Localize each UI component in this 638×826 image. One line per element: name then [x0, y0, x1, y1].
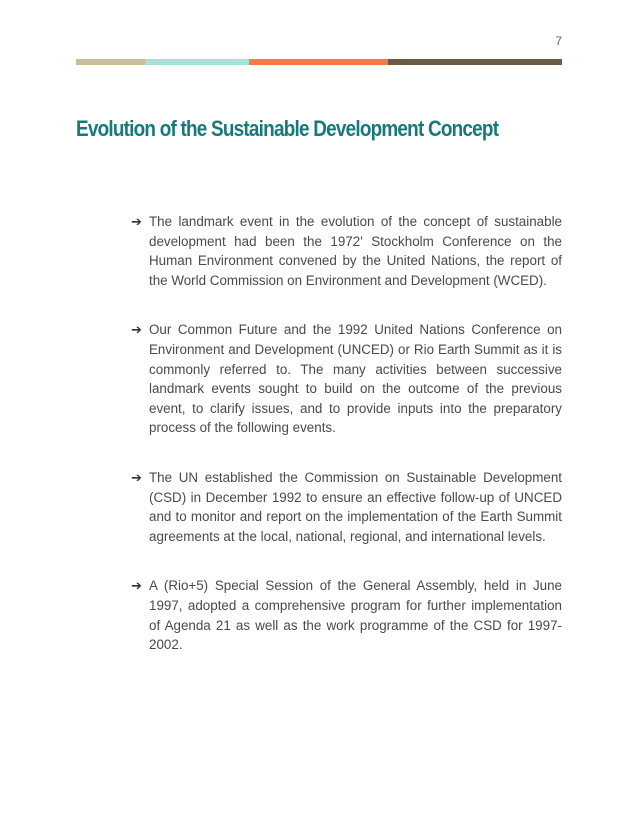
right-arrow-icon: ➔ [131, 469, 142, 485]
bullet-text: Our Common Future and the 1992 United Nations Conference on Environment and Development (UNCED) or Rio Earth Summit as it is commonly referred to. The many activities between successive landmark events sought to build on the outcome of the previous event, to clarify issues, and to provide inputs into the preparatory process of the following events. [149, 322, 562, 436]
right-arrow-icon: ➔ [131, 214, 142, 229]
bullet-text: The landmark event in the evolution of the concept of sustainable development had been the 1972' Stockholm Conference on the Human Environment convened by the United Nations, the report of the World Commission on Environment and Development (WCED). [149, 214, 562, 288]
bullet-list [131, 212, 562, 685]
header-color-bar [76, 59, 562, 65]
list-item [131, 212, 562, 290]
list-item [131, 320, 562, 438]
bullet-text: A (Rio+5) Special Session of the General Assembly, held in June 1997, adopted a comprehensive program for further implementation of Agenda 21 as well as the work programme of the CSD for 1997- 2002. [149, 578, 562, 653]
right-arrow-icon: ➔ [131, 322, 142, 338]
color-bar-segment-4 [388, 59, 562, 65]
right-arrow-icon: ➔ [131, 578, 142, 594]
page-title: Evolution of the Sustainable Development Concept [76, 116, 499, 141]
color-bar-segment-1 [76, 59, 145, 65]
bullet-text: The UN established the Commission on Sustainable Development (CSD) in December 1992 to ensure an effective follow-up of UNCED and to monitor and report on the implementation of the Earth Summit agreements at the local, national, regional, and international levels. [149, 469, 562, 544]
list-item [131, 468, 562, 546]
color-bar-segment-2 [145, 59, 249, 65]
color-bar-segment-3 [249, 59, 388, 65]
list-item [131, 576, 562, 654]
page-number: 7 [555, 34, 562, 48]
